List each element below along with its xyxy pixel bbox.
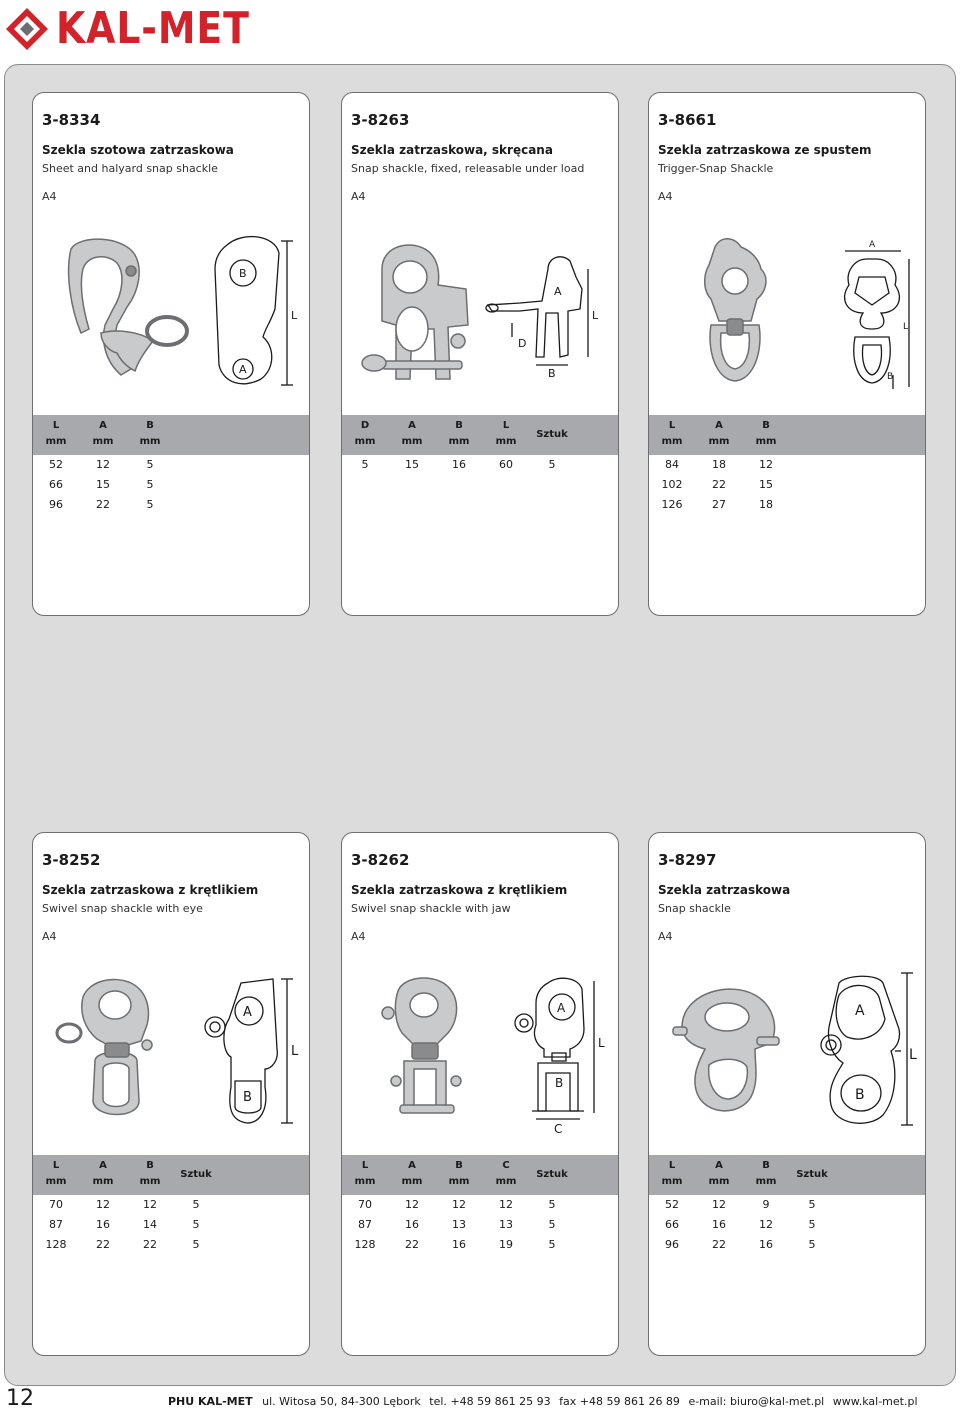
table-row (33, 1235, 309, 1255)
product-name-en: Swivel snap shackle with eye (42, 902, 203, 915)
table-cell: 66 (665, 1218, 679, 1231)
table-cell: 16 (452, 1238, 466, 1251)
diagram-label-b: B (887, 372, 894, 382)
dimension-drawing (845, 251, 909, 389)
table-row (33, 455, 309, 475)
product-card-3-8661 (648, 92, 926, 616)
table-cell: 9 (762, 1198, 770, 1211)
table-cell: 13 (499, 1218, 513, 1231)
table-row (649, 455, 925, 475)
shackle-photo (673, 989, 779, 1111)
table-cell: 5 (808, 1198, 816, 1211)
table-cell: 5 (548, 1198, 556, 1211)
dimension-drawing (821, 973, 913, 1125)
table-cell: 13 (452, 1218, 466, 1231)
product-code: 3-8262 (351, 851, 410, 869)
table-cell: 52 (49, 458, 63, 471)
product-name-pl: Szekla zatrzaskowa, skręcana (351, 143, 553, 157)
table-cell: 5 (361, 458, 369, 471)
column-header: B mm (139, 420, 161, 447)
product-name-pl: Szekla zatrzaskowa ze spustem (658, 143, 872, 157)
diagram-label-a: A (557, 1001, 566, 1015)
footer-company: PHU KAL-MET (168, 1395, 253, 1408)
material-grade: A4 (351, 930, 366, 943)
table-row (342, 1195, 618, 1215)
product-name-en: Swivel snap shackle with jaw (351, 902, 511, 915)
table-cell: 18 (712, 458, 726, 471)
table-cell: 22 (96, 1238, 110, 1251)
column-header: A mm (401, 1160, 423, 1187)
table-row (649, 475, 925, 495)
table-cell: 18 (759, 498, 773, 511)
table-cell: 66 (49, 478, 63, 491)
table-cell: 126 (661, 498, 683, 511)
product-illustration (659, 969, 917, 1141)
table-cell: 15 (96, 478, 110, 491)
table-cell: 70 (49, 1198, 63, 1211)
column-header: A mm (401, 420, 423, 447)
column-header: C mm (495, 1160, 517, 1187)
product-name-pl: Szekla zatrzaskowa z krętlikiem (42, 883, 259, 897)
table-cell: 12 (143, 1198, 157, 1211)
column-header: B mm (448, 1160, 470, 1187)
table-cell: 16 (759, 1238, 773, 1251)
dimension-labels (855, 1003, 917, 1103)
table-cell: 5 (192, 1238, 200, 1251)
table-cell: 5 (146, 498, 154, 511)
table-cell: 5 (548, 1218, 556, 1231)
table-cell: 15 (759, 478, 773, 491)
product-illustration (43, 969, 301, 1141)
dimension-labels (243, 1005, 299, 1105)
product-code: 3-8297 (658, 851, 717, 869)
table-cell: 12 (452, 1198, 466, 1211)
table-cell: 5 (808, 1238, 816, 1251)
diagram-label-l: L (291, 1044, 299, 1059)
diagram-label-d: D (518, 337, 527, 350)
table-cell: 15 (405, 458, 419, 471)
column-header: B mm (139, 1160, 161, 1187)
table-cell: 12 (712, 1198, 726, 1211)
diagram-label-l: L (592, 309, 599, 322)
diagram-label-a: A (239, 363, 247, 376)
table-cell: 128 (354, 1238, 376, 1251)
product-name-pl: Szekla zatrzaskowa z krętlikiem (351, 883, 568, 897)
column-header: Sztuk (536, 429, 568, 440)
shackle-photo (362, 245, 468, 379)
column-header: A mm (92, 420, 114, 447)
table-row (342, 455, 618, 475)
table-cell: 16 (96, 1218, 110, 1231)
column-header: L mm (45, 1160, 67, 1187)
product-code: 3-8263 (351, 111, 410, 129)
product-card-3-8334 (32, 92, 310, 616)
page-number: 12 (6, 1386, 34, 1411)
diagram-label-a: A (554, 285, 562, 298)
column-header: A mm (92, 1160, 114, 1187)
column-header: Sztuk (180, 1169, 212, 1180)
column-header: L mm (661, 420, 683, 447)
column-header: L mm (495, 420, 517, 447)
table-cell: 5 (192, 1218, 200, 1231)
table-cell: 5 (808, 1218, 816, 1231)
table-cell: 19 (499, 1238, 513, 1251)
column-header: D mm (354, 420, 376, 447)
shackle-photo (382, 978, 461, 1113)
footer-email[interactable]: e-mail: biuro@kal-met.pl (688, 1395, 825, 1408)
diagram-label-l: L (909, 1047, 917, 1063)
table-cell: 102 (661, 478, 683, 491)
table-cell: 96 (49, 498, 63, 511)
diagram-label-a: A (243, 1005, 252, 1020)
table-cell: 96 (665, 1238, 679, 1251)
table-cell: 12 (759, 1218, 773, 1231)
table-header (33, 1155, 309, 1195)
shackle-photo (57, 979, 152, 1114)
table-cell: 14 (143, 1218, 157, 1231)
product-name-pl: Szekla szotowa zatrzaskowa (42, 143, 234, 157)
column-header: A mm (708, 420, 730, 447)
footer-contact (168, 1395, 923, 1408)
footer-address: ul. Witosa 50, 84-300 Lębork (262, 1395, 421, 1408)
material-grade: A4 (351, 190, 366, 203)
table-cell: 12 (96, 1198, 110, 1211)
diagram-label-b: B (239, 267, 247, 280)
table-cell: 16 (452, 458, 466, 471)
product-name-en: Snap shackle, fixed, releasable under load (351, 162, 585, 175)
diagram-label-a: A (869, 240, 876, 250)
diagram-label-b: B (555, 1076, 564, 1090)
diagram-label-b: B (243, 1090, 252, 1105)
table-cell: 16 (405, 1218, 419, 1231)
column-header: B mm (755, 420, 777, 447)
table-row (649, 495, 925, 515)
diagram-label-l: L (598, 1036, 605, 1050)
table-cell: 22 (96, 498, 110, 511)
product-card-3-8263 (341, 92, 619, 616)
product-name-en: Snap shackle (658, 902, 731, 915)
logo-text: KAL-MET (56, 3, 250, 54)
table-cell: 5 (548, 1238, 556, 1251)
dimension-drawing (215, 237, 293, 385)
product-code: 3-8334 (42, 111, 101, 129)
table-cell: 12 (499, 1198, 513, 1211)
diagram-label-a: A (855, 1003, 865, 1019)
table-cell: 52 (665, 1198, 679, 1211)
table-row (33, 475, 309, 495)
diagram-label-l: L (903, 322, 909, 332)
table-cell: 27 (712, 498, 726, 511)
column-header: L mm (354, 1160, 376, 1187)
material-grade: A4 (658, 930, 673, 943)
footer-tel: tel. +48 59 861 25 93 (429, 1395, 551, 1408)
table-cell: 5 (146, 478, 154, 491)
product-name-pl: Szekla zatrzaskowa (658, 883, 791, 897)
table-cell: 22 (143, 1238, 157, 1251)
table-cell: 87 (358, 1218, 372, 1231)
column-header: B mm (755, 1160, 777, 1187)
table-header (33, 415, 309, 455)
product-card-3-8262 (341, 832, 619, 1356)
table-header (342, 415, 618, 455)
product-illustration (352, 229, 610, 401)
diagram-label-c: C (554, 1122, 563, 1136)
table-header (342, 1155, 618, 1195)
column-header: L mm (45, 420, 67, 447)
diagram-label-l: L (291, 309, 298, 322)
table-row (649, 1195, 925, 1215)
product-illustration (352, 969, 610, 1141)
table-row (342, 1215, 618, 1235)
product-name-en: Sheet and halyard snap shackle (42, 162, 218, 175)
table-cell: 87 (49, 1218, 63, 1231)
product-name-en: Trigger-Snap Shackle (658, 162, 774, 175)
product-illustration (43, 229, 301, 401)
dimension-labels (554, 1001, 605, 1136)
column-header: A mm (708, 1160, 730, 1187)
table-row (33, 1215, 309, 1235)
diagram-label-b: B (855, 1087, 865, 1103)
shackle-photo (69, 239, 187, 375)
table-header (649, 415, 925, 455)
dimension-drawing (486, 257, 588, 365)
shackle-photo (705, 239, 766, 381)
product-illustration (659, 229, 917, 401)
footer-web[interactable]: www.kal-met.pl (832, 1395, 918, 1408)
dimension-drawing (515, 978, 594, 1119)
table-cell: 84 (665, 458, 679, 471)
table-cell: 22 (405, 1238, 419, 1251)
table-row (33, 1195, 309, 1215)
footer-fax: fax +48 59 861 26 89 (559, 1395, 680, 1408)
table-cell: 5 (192, 1198, 200, 1211)
table-cell: 5 (146, 458, 154, 471)
table-cell: 12 (96, 458, 110, 471)
diagram-label-b: B (548, 367, 556, 380)
dimension-labels (869, 240, 908, 382)
table-cell: 12 (405, 1198, 419, 1211)
table-header (649, 1155, 925, 1195)
table-cell: 70 (358, 1198, 372, 1211)
kal-met-logo-icon (4, 6, 50, 52)
column-header: B mm (448, 420, 470, 447)
table-cell: 60 (499, 458, 513, 471)
table-row (33, 495, 309, 515)
table-row (649, 1235, 925, 1255)
column-header: L mm (661, 1160, 683, 1187)
kal-met-logo[interactable] (4, 4, 281, 54)
table-cell: 5 (548, 458, 556, 471)
material-grade: A4 (658, 190, 673, 203)
table-row (649, 1215, 925, 1235)
material-grade: A4 (42, 190, 57, 203)
column-header: Sztuk (536, 1169, 568, 1180)
column-header: Sztuk (796, 1169, 828, 1180)
material-grade: A4 (42, 930, 57, 943)
table-cell: 22 (712, 1238, 726, 1251)
table-cell: 128 (45, 1238, 67, 1251)
table-cell: 12 (759, 458, 773, 471)
product-code: 3-8252 (42, 851, 101, 869)
table-cell: 16 (712, 1218, 726, 1231)
product-card-3-8297 (648, 832, 926, 1356)
table-cell: 22 (712, 478, 726, 491)
table-row (342, 1235, 618, 1255)
product-card-3-8252 (32, 832, 310, 1356)
product-code: 3-8661 (658, 111, 717, 129)
